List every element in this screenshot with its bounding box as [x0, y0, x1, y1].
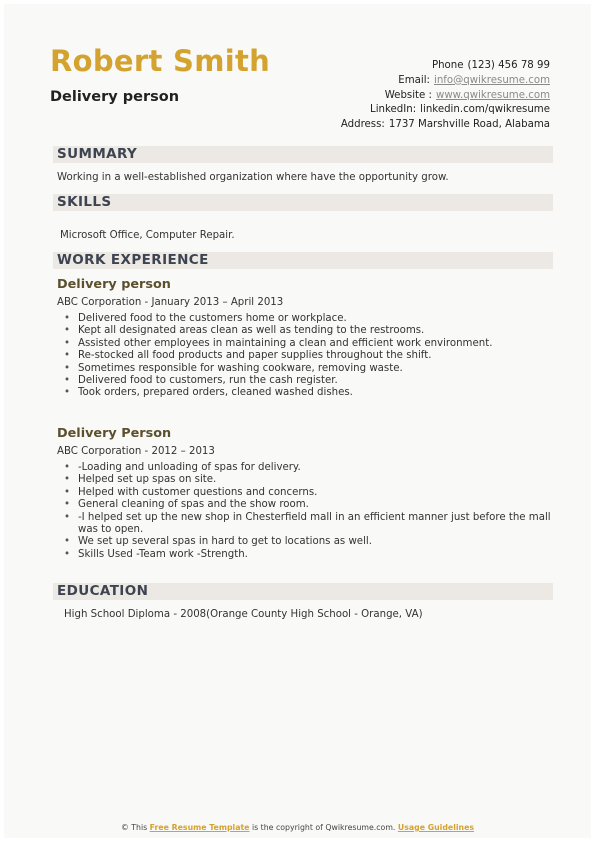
list-item: • Helped set up spas on site. — [64, 474, 551, 486]
phone-value: (123) 456 78 99 — [467, 60, 550, 71]
email-label: Email: — [398, 74, 430, 86]
website-link[interactable]: www.qwikresume.com — [435, 89, 550, 101]
job-company: ABC Corporation - January 2013 – April 2013 — [57, 297, 284, 308]
list-item: • Assisted other employees in maintaining a clean and efficient work environment. — [64, 338, 492, 350]
list-item: • Delivered food to the customers home or workplace. — [64, 313, 492, 325]
linkedin-label: LinkedIn: — [370, 104, 417, 116]
job-company: ABC Corporation - 2012 – 2013 — [57, 446, 215, 457]
skills-heading: SKILLS — [57, 194, 112, 210]
address-value: 1737 Marshville Road, Alabama — [388, 119, 550, 131]
list-item: • Delivered food to customers, run the cash register. — [64, 375, 492, 387]
contact-block — [341, 59, 550, 133]
contact-linkedin — [341, 103, 550, 118]
list-item: • Took orders, prepared orders, cleaned washed dishes. — [64, 387, 492, 399]
contact-address — [341, 118, 550, 133]
job-bullets — [64, 462, 551, 561]
website-label: Website : — [384, 89, 432, 101]
list-item: • Skills Used -Team work -Strength. — [64, 549, 551, 561]
list-item: • Kept all designated areas clean as well as tending to the restrooms. — [64, 325, 492, 337]
candidate-name: Robert Smith — [50, 44, 271, 78]
email-link[interactable]: info@qwikresume.com — [433, 74, 550, 86]
list-item: • -Loading and unloading of spas for delivery. — [64, 462, 551, 474]
bullet-text: -I helped set up the new shop in Chesterfield mall in an efficient manner just before the mall — [78, 511, 551, 523]
list-item: • Re-stocked all food products and paper supplies throughout the shift. — [64, 350, 492, 362]
phone-label: Phone — [431, 60, 464, 71]
experience-section-bar — [53, 252, 553, 269]
education-section-bar — [53, 583, 553, 600]
summary-heading: SUMMARY — [57, 146, 138, 162]
footer-prefix: © This — [120, 823, 148, 832]
list-item: • Helped with customer questions and concerns. — [64, 487, 551, 499]
skills-text: Microsoft Office, Computer Repair. — [60, 230, 235, 241]
bullet-continuation: was to open. — [78, 524, 144, 536]
experience-heading: WORK EXPERIENCE — [57, 252, 209, 268]
list-item: • General cleaning of spas and the show room. — [64, 499, 551, 511]
job-bullets — [64, 313, 492, 400]
job-title: Delivery person — [57, 277, 171, 292]
footer — [0, 823, 595, 832]
list-item: • Sometimes responsible for washing cookware, removing waste. — [64, 363, 492, 375]
skills-section-bar — [53, 194, 553, 211]
address-label: Address: — [340, 119, 385, 131]
candidate-role: Delivery person — [50, 89, 180, 105]
list-item: • We set up several spas in hard to get to locations as well. — [64, 536, 551, 548]
usage-guidelines-link[interactable]: Usage Guidelines — [397, 823, 475, 832]
contact-website — [341, 89, 550, 104]
list-item — [64, 512, 551, 537]
education-text: High School Diploma - 2008(Orange County High School - Orange, VA) — [64, 609, 423, 620]
contact-email — [341, 74, 550, 89]
footer-middle: is the copyright of Qwikresume.com. — [251, 823, 396, 832]
free-resume-template-link[interactable]: Free Resume Template — [149, 823, 250, 832]
contact-phone — [341, 59, 550, 74]
job-title: Delivery Person — [57, 426, 172, 441]
summary-section-bar — [53, 146, 553, 163]
linkedin-value: linkedin.com/qwikresume — [420, 104, 550, 116]
education-heading: EDUCATION — [57, 583, 149, 599]
summary-text: Working in a well-established organization where have the opportunity grow. — [57, 172, 449, 183]
